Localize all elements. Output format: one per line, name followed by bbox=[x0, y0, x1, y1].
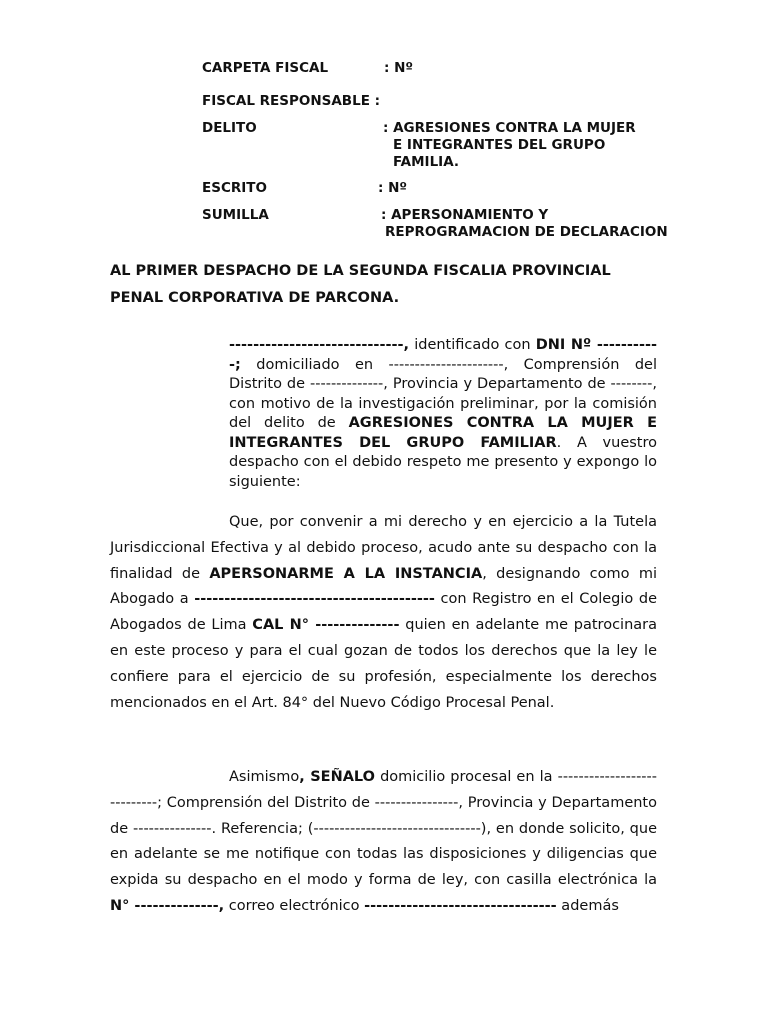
escrito-label: ESCRITO bbox=[202, 180, 267, 196]
dni-label: DNI Nº -----------; bbox=[229, 337, 657, 373]
para2-text-2: domicilio procesal en la ----------------------------; Comprensión del Distrito de ----------------, Provincia y Departamento de ---------------. Referencia; (--------------------------------), en donde solicito, que en adelante se me notifique con todas las disposiciones y diligencias que expida su despacho en el modo y forma de ley, con casilla electrónica la bbox=[110, 769, 657, 889]
intro-text-2: domiciliado en ----------------------, Comprensión del Distrito de --------------, Provincia y Departamento de --------, con motivo de la investigación preliminar, por la comisión del delito de bbox=[229, 356, 657, 431]
intro-text-1: identificado con bbox=[409, 337, 536, 353]
carpeta-fiscal-label: CARPETA FISCAL bbox=[202, 60, 329, 76]
para1-text-2: , designando como mi Abogado a bbox=[110, 565, 657, 608]
senalo-emphasis: , SEÑALO bbox=[299, 769, 375, 785]
fiscal-responsable-label: FISCAL RESPONSABLE : bbox=[202, 93, 381, 109]
escrito-value: : Nº bbox=[378, 180, 408, 196]
delito-value-line-3: FAMILIA. bbox=[393, 154, 460, 170]
sumilla-value-line-1: : APERSONAMIENTO Y bbox=[381, 207, 549, 223]
para2-text-4: además bbox=[556, 897, 619, 914]
delito-label: DELITO bbox=[202, 120, 257, 136]
carpeta-fiscal-value: : Nº bbox=[384, 60, 414, 76]
intro-text-3: . A vuestro despacho con el debido respeto me presento y expongo lo siguiente: bbox=[229, 434, 657, 490]
para1-text-3: con Registro en el Colegio de Abogados de Lima bbox=[110, 591, 657, 634]
apersonarme-emphasis: APERSONARME A LA INSTANCIA bbox=[209, 565, 483, 582]
para1-text-4: quien en adelante me patrocinara en este proceso y para el cual gozan de todos los derechos que la ley le confiere para el ejercicio de su profesión, especialmente los derechos mencionados en el Art. 84° del Nuevo Código Procesal Penal. bbox=[110, 617, 657, 711]
sumilla-value-line-2: REPROGRAMACION DE DECLARACION bbox=[385, 224, 668, 240]
para2-text-1: Asimismo bbox=[229, 769, 300, 785]
delito-value-line-2: E INTEGRANTES DEL GRUPO bbox=[393, 137, 606, 153]
cal-number: CAL N° -------------- bbox=[252, 617, 400, 634]
para2-text-3: correo electrónico bbox=[224, 897, 365, 914]
apersonamiento-paragraph bbox=[110, 510, 657, 716]
domicilio-paragraph bbox=[110, 765, 657, 920]
name-blank: -----------------------------, bbox=[229, 337, 410, 353]
addressee-heading: AL PRIMER DESPACHO DE LA SEGUNDA FISCALIA PROVINCIAL PENAL CORPORATIVA DE PARCONA. bbox=[110, 263, 611, 306]
abogado-blank: ---------------------------------------- bbox=[194, 591, 435, 608]
intro-paragraph bbox=[229, 336, 657, 492]
delito-value-line-1: : AGRESIONES CONTRA LA MUJER bbox=[383, 120, 636, 136]
sumilla-label: SUMILLA bbox=[202, 207, 269, 223]
para1-text-1: Que, por convenir a mi derecho y en ejercicio a la Tutela Jurisdiccional Efectiva y al debido proceso, acudo ante su despacho con la finalidad de bbox=[110, 514, 657, 582]
casilla-number: N° --------------, bbox=[110, 897, 225, 914]
crime-name: AGRESIONES CONTRA LA MUJER E INTEGRANTES DEL GRUPO FAMILIAR bbox=[229, 415, 657, 451]
email-blank: -------------------------------- bbox=[364, 897, 557, 914]
